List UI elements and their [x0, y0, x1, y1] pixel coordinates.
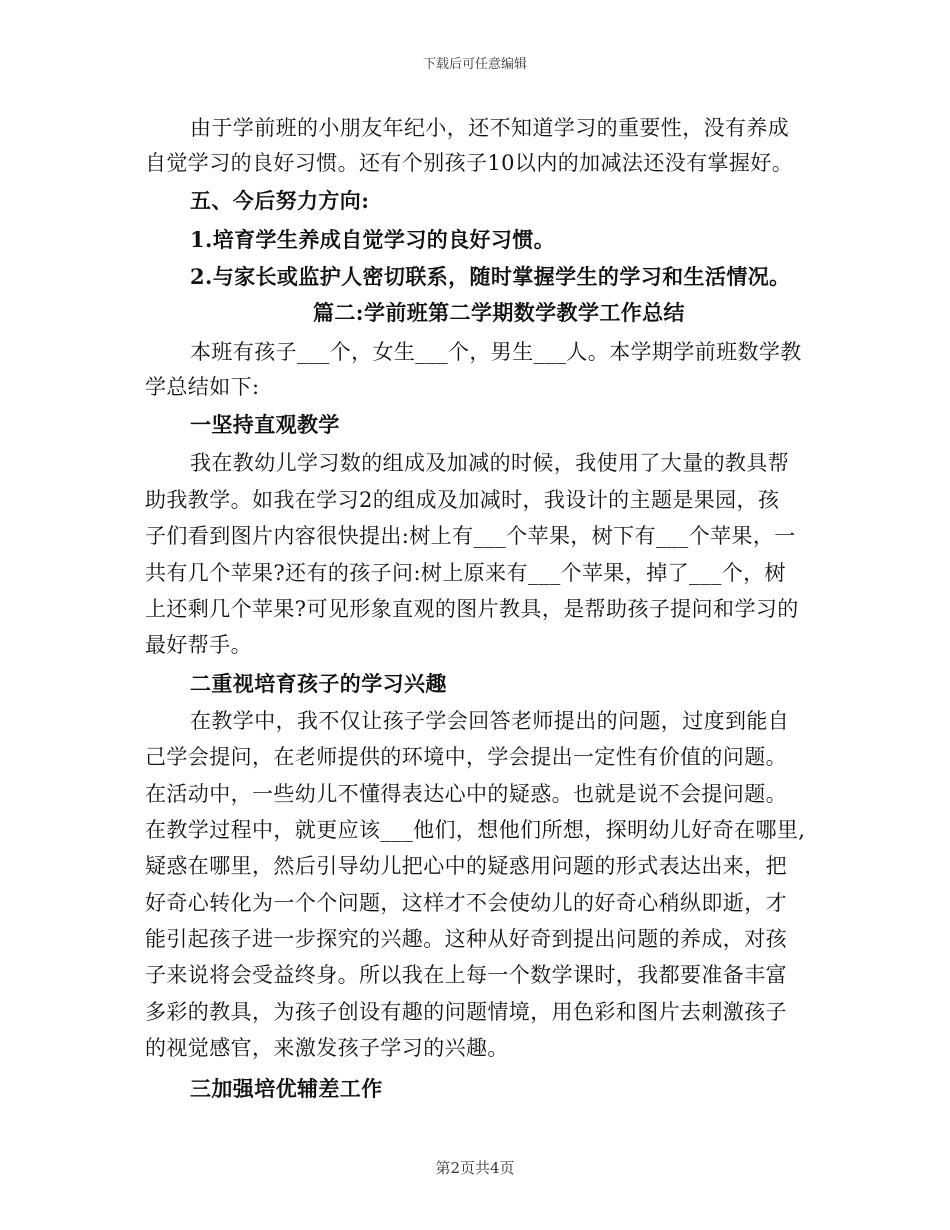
paragraph-line: 我在教幼儿学习数的组成及加减的时候，我使用了大量的教具帮: [190, 451, 790, 475]
list-item: 2.与家长或监护人密切联系，随时掌握学生的学习和生活情况。: [190, 264, 791, 289]
paragraph-line: 学总结如下:: [145, 375, 260, 399]
paragraph-line: 子们看到图片内容很快提出:树上有___个苹果，树下有___个苹果，一: [145, 524, 796, 548]
paragraph-line: 疑惑在哪里，然后引导幼儿把心中的疑惑用问题的形式表达出来，把: [145, 854, 787, 878]
paragraph-line: 的视觉感官，来激发孩子学习的兴趣。: [145, 1036, 509, 1060]
document-title: 篇二:学前班第二学期数学教学工作总结: [313, 300, 685, 325]
paragraph-line: 多彩的教具，为孩子创设有趣的问题情境，用色彩和图片去刺激孩子: [145, 1000, 787, 1024]
paragraph-line: 最好帮手。: [145, 633, 252, 657]
page-header: 下载后可任意编辑: [422, 57, 527, 72]
paragraph-line: 在活动中，一些幼儿不懂得表达心中的疑惑。也就是说不会提问题。: [145, 782, 787, 806]
section-heading: 一坚持直观教学: [190, 412, 340, 437]
section-heading: 五、今后努力方向:: [190, 188, 370, 213]
section-heading: 二重视培育孩子的学习兴趣: [190, 671, 447, 696]
paragraph-line: 在教学过程中，就更应该___他们，想他们所想，探明幼儿好奇在哪里,: [145, 818, 806, 842]
paragraph-line: 共有几个苹果?还有的孩子问:树上原来有___个苹果，掉了___个，树: [145, 561, 786, 585]
paragraph-line: 能引起孩子进一步探究的兴趣。这种从好奇到提出问题的养成，对孩: [145, 927, 787, 951]
section-heading: 三加强培优辅差工作: [190, 1076, 383, 1101]
paragraph-line: 本班有孩子___个，女生___个，男生___人。本学期学前班数学教: [190, 340, 802, 364]
paragraph-line: 助我教学。如我在学习2的组成及加减时，我设计的主题是果园，孩: [145, 488, 780, 512]
paragraph-line: 上还剩几个苹果?可见形象直观的图片教具，是帮助孩子提问和学习的: [145, 597, 799, 621]
paragraph-line: 自觉学习的良好习惯。还有个别孩子10以内的加减法还没有掌握好。: [145, 151, 794, 175]
paragraph-line: 由于学前班的小朋友年纪小，还不知道学习的重要性，没有养成: [190, 116, 790, 140]
paragraph-line: 子来说将会受益终身。所以我在上每一个数学课时，我都要准备丰富: [145, 963, 787, 987]
paragraph-line: 好奇心转化为一个个问题，这样才不会使幼儿的好奇心稍纵即逝，才: [145, 891, 787, 915]
page-footer: 第2页共4页: [435, 1159, 515, 1177]
paragraph-line: 己学会提问，在老师提供的环境中，学会提出一定性有价值的问题。: [145, 745, 787, 769]
paragraph-line: 在教学中，我不仅让孩子学会回答老师提出的问题，过度到能自: [190, 709, 790, 733]
list-item: 1.培育学生养成自觉学习的良好习惯。: [190, 227, 556, 252]
